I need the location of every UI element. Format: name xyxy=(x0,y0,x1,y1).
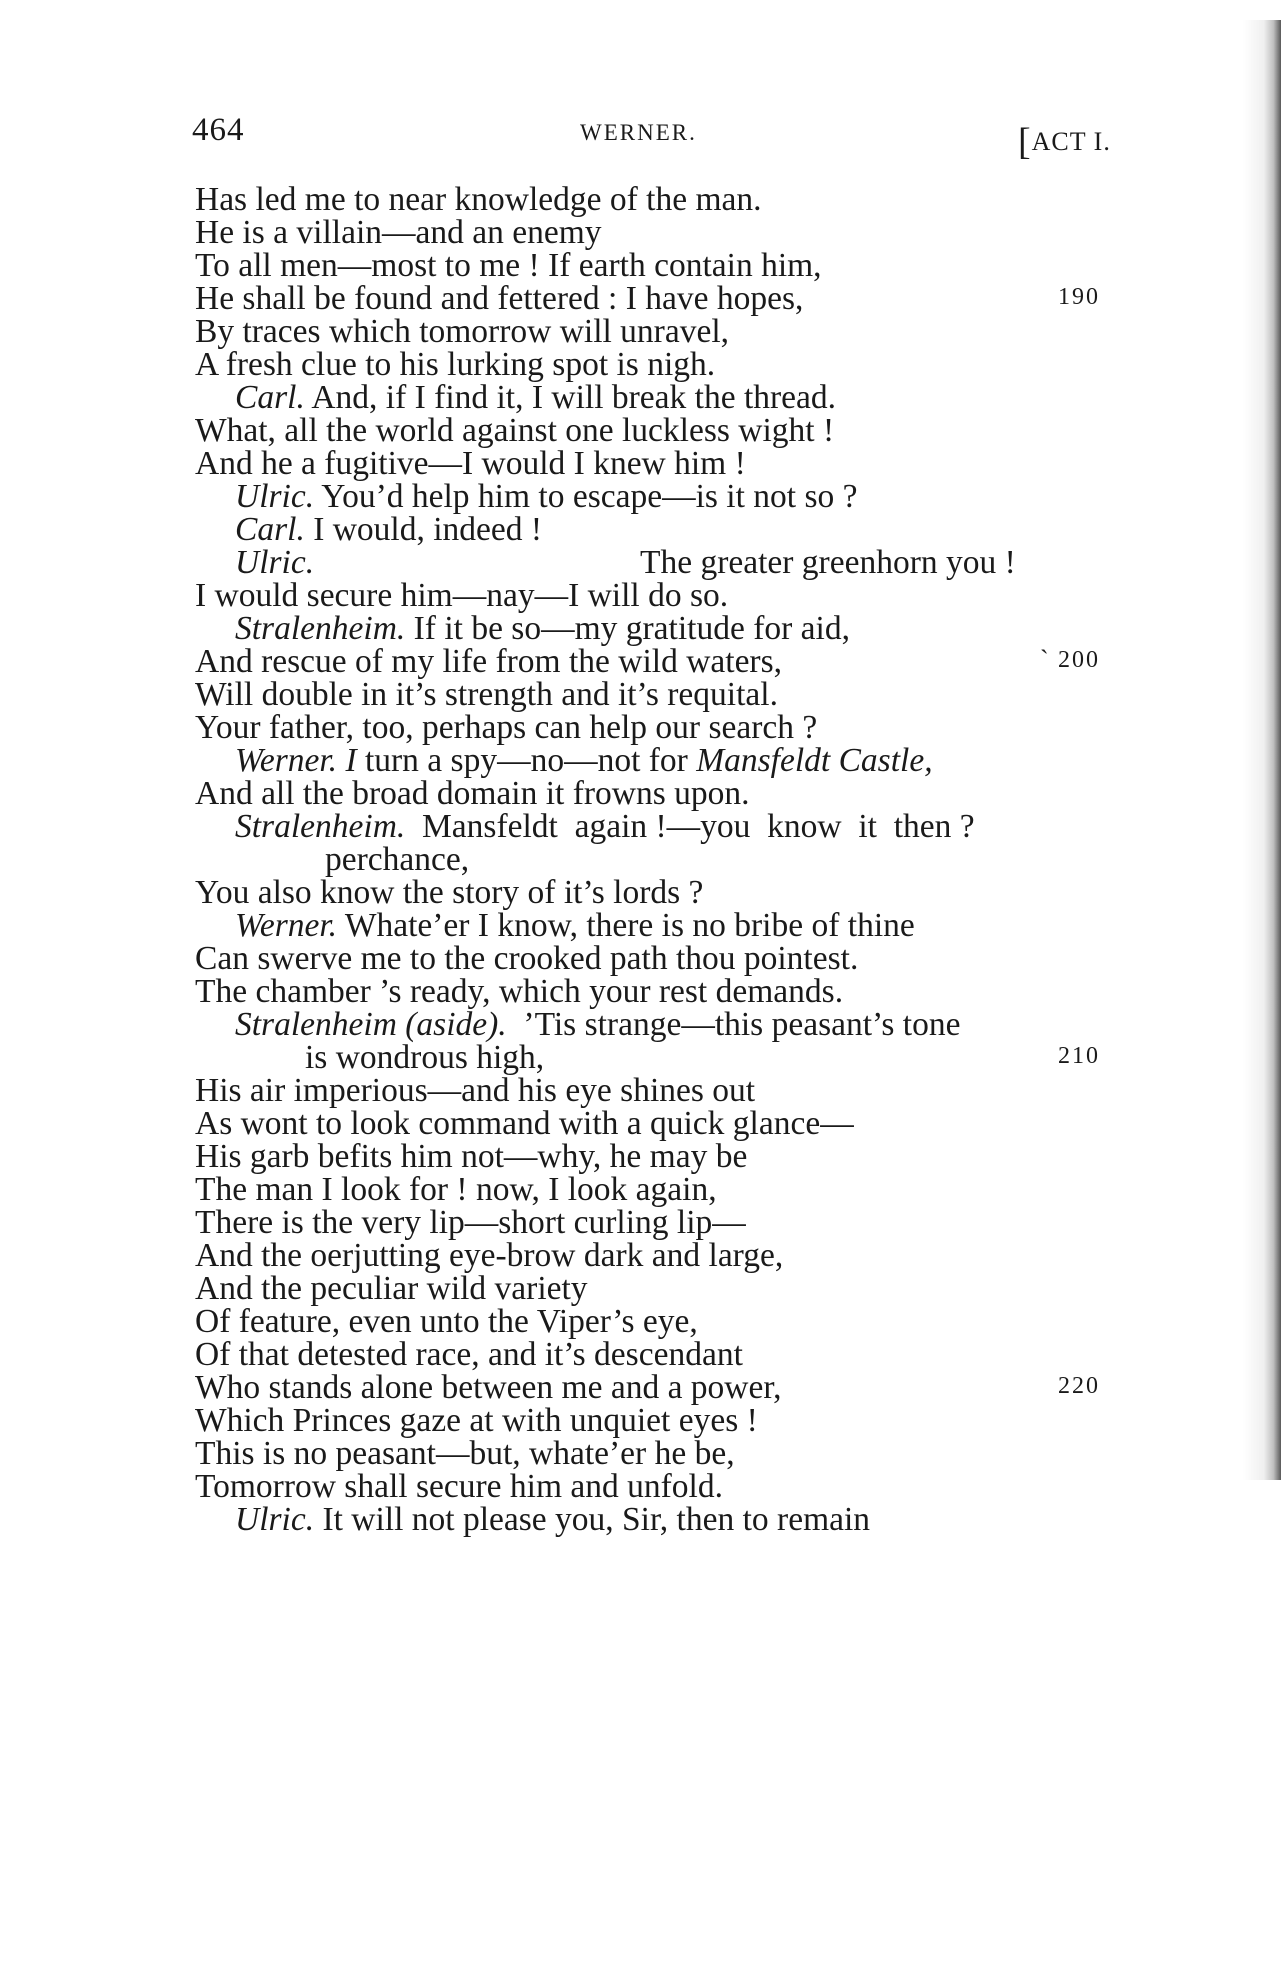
speaker-name: Ulric. xyxy=(235,544,315,581)
verse-line: And the oerjutting eye-brow dark and large, xyxy=(195,1237,784,1274)
speaker-name: Carl. xyxy=(235,379,305,416)
stage-direction: (aside). xyxy=(405,1006,507,1043)
verse-line: And rescue of my life from the wild waters, ` 200 xyxy=(195,643,1100,680)
verse-line: As wont to look command with a quick glance— xyxy=(195,1105,854,1142)
verse-line: He is a villain—and an enemy xyxy=(195,214,602,251)
speaker-name: Stralenheim xyxy=(235,1006,397,1043)
line-number: 200 xyxy=(1058,647,1100,673)
verse-line: You also know the story of it’s lords ? xyxy=(195,874,704,911)
line-number: 210 xyxy=(1058,1043,1100,1069)
verse-line: Tomorrow shall secure him and unfold. xyxy=(195,1468,723,1505)
verse-line: Ulric. You’d help him to escape—is it not so ? xyxy=(235,478,858,515)
verse-line: The chamber ’s ready, which your rest demands. xyxy=(195,973,844,1010)
verse-line: And he a fugitive—I would I knew him ! xyxy=(195,445,746,482)
speaker-name: Werner. xyxy=(235,907,338,944)
verse-line: Of that detested race, and it’s descendant xyxy=(195,1336,743,1373)
verse-line: Which Princes gaze at with unquiet eyes ! xyxy=(195,1402,758,1439)
verse-line: Has led me to near knowledge of the man. xyxy=(195,181,762,218)
speaker-name: Stralenheim. xyxy=(235,808,406,845)
verse-line: perchance, xyxy=(325,841,470,878)
margin-mark: ` xyxy=(1040,645,1049,674)
speaker-name: Werner. xyxy=(235,742,338,779)
verse-line: Of feature, even unto the Viper’s eye, xyxy=(195,1303,698,1340)
speaker-name: Stralenheim. xyxy=(235,610,406,647)
verse-line: This is no peasant—but, whate’er he be, xyxy=(195,1435,735,1472)
verse-line: His air imperious—and his eye shines out xyxy=(195,1072,756,1109)
verse-line: Your father, too, perhaps can help our search ? xyxy=(195,709,818,746)
line-number: 190 xyxy=(1058,284,1100,310)
verse-line: Stralenheim. Mansfeldt again !—you know it then ? xyxy=(235,808,975,845)
act-label xyxy=(1018,116,1111,163)
verse-line: By traces which tomorrow will unravel, xyxy=(195,313,730,350)
verse-line: Stralenheim (aside). ’Tis strange—this peasant’s tone xyxy=(235,1006,961,1043)
verse-line: He shall be found and fettered : I have hopes, 190 xyxy=(195,280,1100,317)
speaker-name: Ulric. xyxy=(235,478,315,515)
act-text: ACT I. xyxy=(1031,127,1111,156)
verse-line: Carl. And, if I find it, I will break the thread. xyxy=(235,379,837,416)
verse-line: And the peculiar wild variety xyxy=(195,1270,588,1307)
act-bracket: [ xyxy=(1018,121,1032,163)
verse-line: Ulric. The greater greenhorn you ! xyxy=(235,544,1016,581)
speaker-name: Ulric. xyxy=(235,1501,315,1538)
speaker-name: Carl. xyxy=(235,511,305,548)
verse-line: Carl. I would, indeed ! xyxy=(235,511,543,548)
verse-line: And all the broad domain it frowns upon. xyxy=(195,775,750,812)
running-header xyxy=(0,112,1281,163)
verse-line: is wondrous high, 210 xyxy=(305,1039,1100,1076)
verse-line: Can swerve me to the crooked path thou pointest. xyxy=(195,940,859,977)
verse-line: I would secure him—nay—I will do so. xyxy=(195,577,729,614)
verse-line: There is the very lip—short curling lip— xyxy=(195,1204,746,1241)
verse-line: His garb befits him not—why, he may be xyxy=(195,1138,748,1175)
verse-line: A fresh clue to his lurking spot is nigh. xyxy=(195,346,716,383)
page-number: 464 xyxy=(192,112,245,148)
verse-line: Ulric. It will not please you, Sir, then to remain xyxy=(235,1501,871,1538)
verse-line: Will double in it’s strength and it’s requital. xyxy=(195,676,778,713)
running-title: WERNER. xyxy=(580,120,697,145)
verse-line: Who stands alone between me and a power, 220 xyxy=(195,1369,1100,1406)
line-number: 220 xyxy=(1058,1373,1100,1399)
verse-line: Werner. I turn a spy—no—not for Mansfeldt Castle, xyxy=(235,742,933,779)
verse-line: The man I look for ! now, I look again, xyxy=(195,1171,717,1208)
verse-line: Stralenheim. If it be so—my gratitude for aid, xyxy=(235,610,850,647)
verse-line: What, all the world against one luckless wight ! xyxy=(195,412,835,449)
verse-line: Werner. Whate’er I know, there is no bribe of thine xyxy=(235,907,915,944)
verse-line: To all men—most to me ! If earth contain him, xyxy=(195,247,822,284)
